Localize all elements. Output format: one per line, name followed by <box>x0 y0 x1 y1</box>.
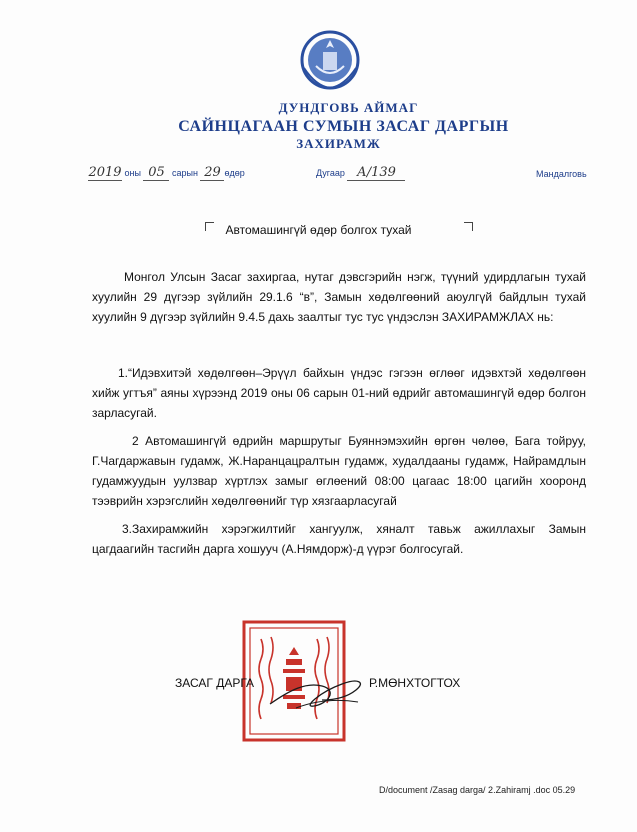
date-line <box>88 165 245 181</box>
paragraph-text: 3.Захирамжийн хэрэгжилтийг хангуулж, хяналт тавьж ажиллахыг Замын цагдаагийн тасгийн дарга хошууч (А.Нямдорж)-д үүрэг болгосугай. <box>92 522 586 556</box>
date-day-suffix: өдөр <box>224 168 245 178</box>
date-month-suffix: сарын <box>172 168 198 178</box>
document-type: ЗАХИРАМЖ <box>296 136 381 151</box>
document-number: А/139 <box>347 165 405 181</box>
body-paragraph-4 <box>92 519 586 559</box>
handwritten-signature <box>262 660 382 720</box>
date-year: 2019 <box>88 165 122 180</box>
date-day: 29 <box>200 165 224 181</box>
paragraph-text: 1.“Идэвхитэй хөдөлгөөн–Эрүүл байхын үндэс гэгээн өглөөг идэвхтэй хөдөлгөөн хийж угтъя” аяны хүрээнд 2019 оны 06 сарын 01-ний өдрийг автомашингүй өдөр болгон зарласугай. <box>92 366 586 420</box>
paragraph-text: Монгол Улсын Засаг захиргаа, нутаг дэвсгэрийн нэгж, түүний удирдлагын тухай хуулийн 29 дүгээр зүйлийн 29.1.6 “в”, Замын хөдөлгөөний аюулгүй байдлын тухай хуулийн 9 дүгээр зүйлийн 9.4.5 дахь заалтыг тус тус үндэслэн ЗАХИРАМЖЛАХ нь: <box>92 270 586 324</box>
signer-name: Р.МӨНХТОГТОХ <box>369 676 461 690</box>
aimag-name: ДУНДГОВЬ АЙМАГ <box>278 100 419 115</box>
date-year-suffix: оны <box>124 168 141 178</box>
number-label: Дугаар <box>316 168 345 178</box>
state-emblem-icon <box>296 28 364 92</box>
body-paragraph-2 <box>92 363 586 423</box>
date-month: 05 <box>143 165 169 181</box>
paragraph-text: 2 Автомашингүй өдрийн маршрутыг Буяннэмэхийн өргөн чөлөө, Бага тойруу, Г.Чагдаржавын гудамж, Ж.Наранцацралтын гудамж, худалдааны гудамж, Найрамдлын гудамжуудын уулзвар хүртлэх замыг өглөений 08:00 цагаас 18:00 цагийн хооронд тээврийн хэрэгслийн хөдөлгөөнийг түр хязгаарласугай <box>92 434 586 508</box>
organization-name: САЙНЦАГААН СУМЫН ЗАСАГ ДАРГЫН <box>178 118 509 135</box>
file-path-footer: D/document /Zasag darga/ 2.Zahiramj .doc 05.29 <box>379 785 576 795</box>
place-name: Мандалговь <box>536 169 587 179</box>
signer-title: ЗАСАГ ДАРГА <box>175 676 255 690</box>
number-line <box>316 165 405 181</box>
body-paragraph-3 <box>92 431 586 511</box>
body-paragraph-1 <box>92 267 586 327</box>
document-subject: Автомашингүй өдөр болгох тухай <box>225 223 412 237</box>
